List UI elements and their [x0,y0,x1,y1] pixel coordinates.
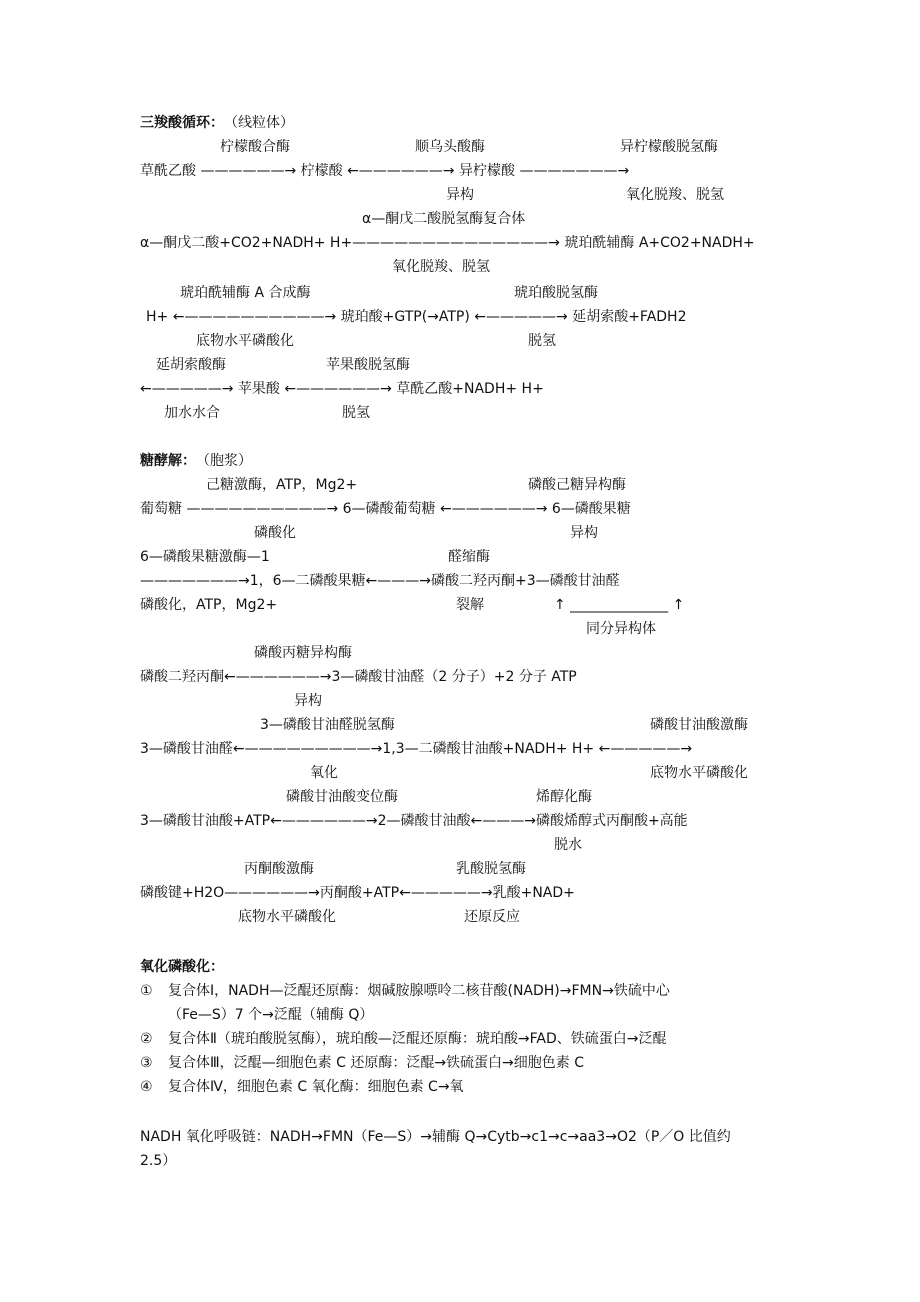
tca-enzyme-aconitase: 顺乌头酸酶 [415,139,485,155]
gly-note-dehydration: 脱水 [554,837,582,853]
gly-enzyme-pgk: 磷酸甘油酸激酶 [650,717,748,733]
tca-reaction-3: H+ ←——————————→ 琥珀酸+GTP(→ATP) ←—————→ 延胡索酸+FADH2 [146,309,687,325]
gly-reaction-6: 磷酸键+H2O——————→丙酮酸+ATP←—————→乳酸+NAD+ [140,885,575,901]
gly-reaction-5: 3—磷酸甘油酸+ATP←——————→2—磷酸甘油酸←———→磷酸烯醇式丙酮酸+高能 [140,813,688,829]
gly-note-substrate-phosphorylation-2: 底物水平磷酸化 [238,909,336,925]
oxphos-item-4-num: ④ [140,1079,153,1095]
gly-enzyme-aldolase: 醛缩酶 [448,549,490,565]
oxphos-item-1: 复合体Ⅰ，NADH—泛醌还原酶：烟碱胺腺嘌呤二核苷酸(NADH)→FMN→铁硫中心 [168,983,670,999]
tca-enzyme-fumarase: 延胡索酸酶 [156,357,226,373]
gly-note-oxidation: 氧化 [310,765,338,781]
gly-enzyme-pfk1: 6—磷酸果糖激酶—1 [140,549,270,565]
tca-enzyme-malate-dh: 苹果酸脱氢酶 [326,357,410,373]
tca-note-dehydrogenation-2: 脱氢 [342,405,370,421]
glycolysis-title: 糖酵解： [140,453,196,469]
gly-isomer-bracket: ↑ ______________ ↑ [554,597,685,613]
tca-enzyme-akg-dh: α—酮戊二酸脱氢酶复合体 [362,211,526,227]
glycolysis-location: （胞浆） [196,453,252,469]
tca-note-hydration: 加水水合 [164,405,220,421]
oxphos-item-1-num: ① [140,983,153,999]
gly-note-reduction: 还原反应 [464,909,520,925]
gly-note-isomerize: 异构 [570,525,598,541]
oxphos-item-2: 复合体Ⅱ（琥珀酸脱氢酶），琥珀酸—泛醌还原酶：琥珀酸→FAD、铁硫蛋白→泛醌 [168,1031,667,1047]
tca-note-decarboxylation-2: 氧化脱羧、脱氢 [392,259,490,275]
gly-enzyme-pgm: 磷酸甘油酸变位酶 [286,789,398,805]
gly-enzyme-ldh: 乳酸脱氢酶 [456,861,526,877]
tca-enzyme-succinate-dh: 琥珀酸脱氢酶 [514,285,598,301]
tca-enzyme-succinyl-coa-synthetase: 琥珀酰辅酶 A 合成酶 [180,285,311,301]
tca-reaction-4: ←—————→ 苹果酸 ←——————→ 草酰乙酸+NADH+ H+ [140,381,544,397]
gly-note-isomerize-2: 异构 [294,693,322,709]
oxphos-item-1-cont: （Fe—S）7 个→泛醌（辅酶 Q） [168,1007,374,1023]
gly-reaction-2: ———————→1，6—二磷酸果糖←———→磷酸二羟丙酮+3—磷酸甘油醛 [140,573,620,589]
oxphos-item-4: 复合体Ⅳ，细胞色素 C 氧化酶：细胞色素 C→氧 [168,1079,464,1095]
nadh-chain-line2: 2.5） [140,1153,177,1169]
gly-note-isomers: 同分异构体 [586,621,656,637]
gly-enzyme-phi: 磷酸己糖异构酶 [528,477,626,493]
tca-note-decarboxylation: 氧化脱羧、脱氢 [626,187,724,203]
gly-note-phosphorylation-atp: 磷酸化，ATP，Mg2+ [140,597,278,613]
tca-note-substrate-phosphorylation: 底物水平磷酸化 [196,333,294,349]
oxphos-item-3-num: ③ [140,1055,153,1071]
gly-note-cleavage: 裂解 [456,597,484,613]
gly-reaction-4: 3—磷酸甘油醛←—————————→1,3—二磷酸甘油酸+NADH+ H+ ←—————→ [140,741,693,757]
tca-note-isomerize: 异构 [446,187,474,203]
gly-reaction-3: 磷酸二羟丙酮←——————→3—磷酸甘油醛（2 分子）+2 分子 ATP [140,669,577,685]
gly-note-phosphorylation: 磷酸化 [254,525,296,541]
nadh-chain-line1: NADH 氧化呼吸链：NADH→FMN（Fe—S）→辅酶 Q→Cytb→c1→c→aa3→O2（P／O 比值约 [140,1129,731,1145]
oxphos-title: 氧化磷酸化： [140,959,224,975]
oxphos-item-2-num: ② [140,1031,153,1047]
tca-location: （线粒体） [224,115,294,131]
gly-reaction-1: 葡萄糖 ——————————→ 6—磷酸葡萄糖 ←——————→ 6—磷酸果糖 [140,501,631,517]
tca-reaction-2: α—酮戊二酸+CO2+NADH+ H+——————————————→ 琥珀酰辅酶 A+CO2+NADH+ [140,235,755,251]
tca-note-dehydrogenation: 脱氢 [528,333,556,349]
gly-enzyme-enolase: 烯醇化酶 [536,789,592,805]
tca-enzyme-isocitrate-dh: 异柠檬酸脱氢酶 [620,139,718,155]
gly-enzyme-pk: 丙酮酸激酶 [244,861,314,877]
gly-note-substrate-phosphorylation: 底物水平磷酸化 [650,765,748,781]
gly-enzyme-gapdh: 3—磷酸甘油醛脱氢酶 [260,717,395,733]
tca-reaction-1: 草酰乙酸 ——————→ 柠檬酸 ←——————→ 异柠檬酸 ———————→ [140,163,630,179]
tca-enzyme-citrate-synthase: 柠檬酸合酶 [220,139,290,155]
gly-enzyme-hexokinase: 己糖激酶，ATP，Mg2+ [206,477,358,493]
oxphos-item-3: 复合体Ⅲ，泛醌—细胞色素 C 还原酶：泛醌→铁硫蛋白→细胞色素 C [168,1055,585,1071]
gly-enzyme-tpi: 磷酸丙糖异构酶 [254,645,352,661]
tca-title: 三羧酸循环： [140,115,224,131]
